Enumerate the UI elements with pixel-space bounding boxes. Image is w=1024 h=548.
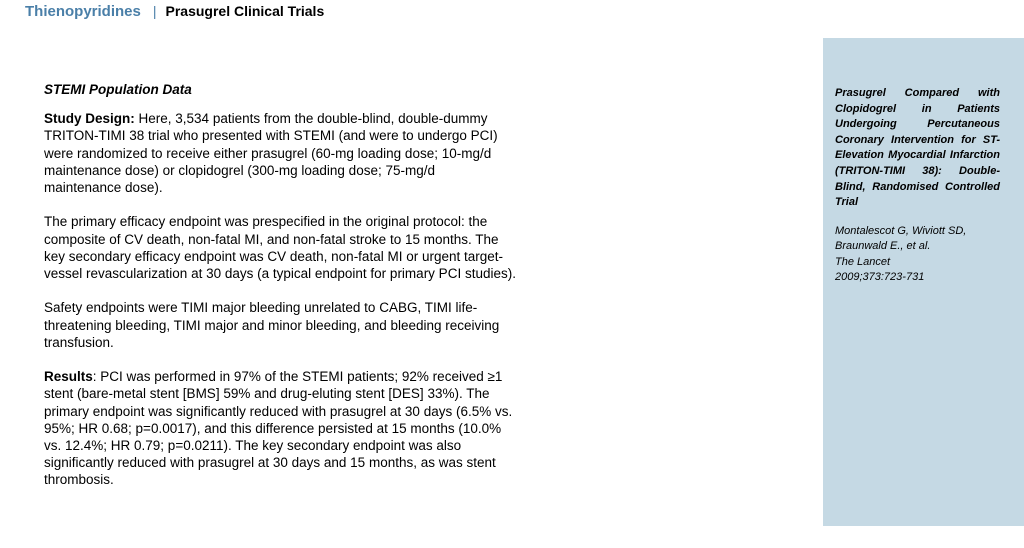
citation-journal: The Lancet xyxy=(835,255,891,268)
study-design-text: Here, 3,534 patients from the double-blind, double-dummy TRITON-TIMI 38 trial who presented with STEMI (and were to undergo PCI) were randomized to receive either prasugrel (60-mg loading dose; 10-mg/d maintenance dose) or clopidogrel (300-mg loading dose; 75-mg/d maintenance dose). xyxy=(44,111,498,196)
citation-authors-line1: Montalescot G, Wiviott SD, xyxy=(835,224,967,237)
citation-sidebar xyxy=(823,38,1024,526)
content-subtitle: STEMI Population Data xyxy=(44,82,192,97)
study-design-paragraph xyxy=(44,110,516,196)
slide-title: Prasugrel Clinical Trials xyxy=(165,3,325,19)
main-content xyxy=(44,81,516,506)
study-design-label: Study Design: xyxy=(44,111,135,127)
results-paragraph xyxy=(44,368,516,488)
results-text: : PCI was performed in 97% of the STEMI patients; 92% received ≥1 stent (bare-metal stent [BMS] 59% and drug-eluting stent [DES] 33%). The primary endpoint was significantly reduced with prasugrel at 30 days (6.5% vs. 95%; HR 0.68; p=0.0017), and this difference persisted at 15 months (10.0% vs. 12.4%; HR 0.79; p=0.0211). The key secondary endpoint was also significantly reduced with prasugrel at 30 days and 15 months, as was stent thrombosis. xyxy=(44,369,513,488)
citation-authors-line2: Braunwald E., et al. xyxy=(835,240,931,253)
safety-paragraph: Safety endpoints were TIMI major bleeding unrelated to CABG, TIMI life-threatening bleeding, TIMI major and minor bleeding, and bleeding receiving transfusion. xyxy=(44,300,500,350)
citation-reference: 2009;373:723-731 xyxy=(835,270,925,283)
efficacy-paragraph: The primary efficacy endpoint was prespecified in the original protocol: the composite of CV death, non-fatal MI, and non-fatal stroke to 15 months. The key secondary efficacy endpoint was CV death, non-fatal MI or urgent target-vessel revascularization at 30 days (a typical endpoint for primary PCI studies). xyxy=(44,214,516,282)
slide-header xyxy=(25,1,324,21)
results-label: Results xyxy=(44,369,93,385)
citation-title: Prasugrel Compared with Clopidogrel in Patients Undergoing Percutaneous Coronary Intervention for ST-Elevation Myocardial Infarction (TRITON-TIMI 38): Double-Blind, Randomised Controlled Trial xyxy=(835,87,1000,209)
section-title: Thienopyridines xyxy=(25,2,141,20)
header-separator: | xyxy=(152,3,157,19)
